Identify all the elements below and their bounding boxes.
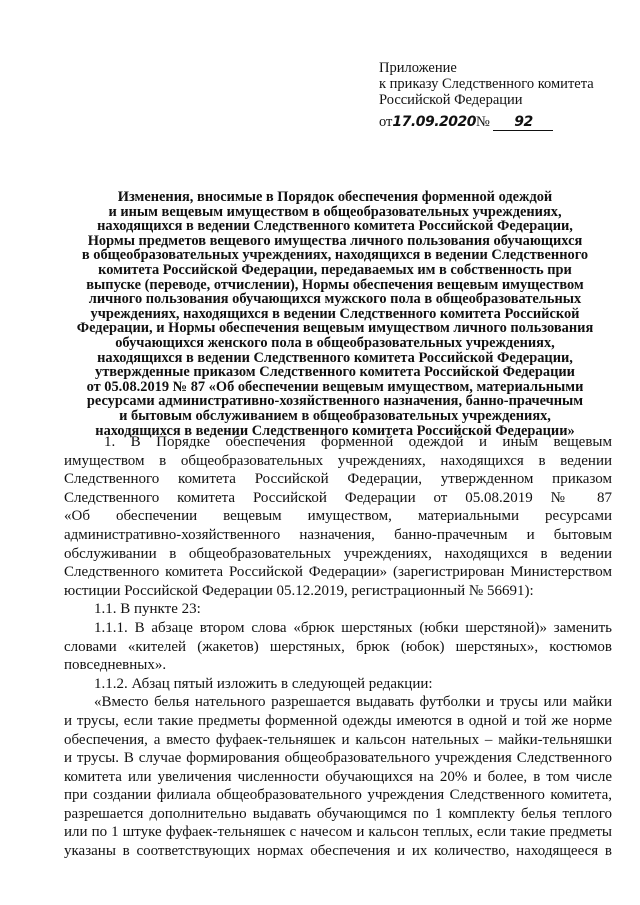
title-line: ресурсами административно-хозяйственного назначения, банно-прачечным: [86, 393, 584, 410]
body-line: 1.1. В пункте 23:: [94, 601, 201, 618]
title-line: находящихся в ведении Следственного комитета Российской Федерации,: [97, 349, 573, 366]
title-line: от 05.08.2019 № 87 «Об обеспечении вещевым имуществом, материальными: [86, 378, 584, 395]
body-line: обеспечения, а вместо фуфаек-тельняшек и кальсон нательных – майки-тельняшки: [64, 731, 612, 748]
title-line: находящихся в ведении Следственного комитета Российской Федерации»: [95, 422, 575, 439]
body-line: или по 1 штуке фуфаек-тельняшек с начесом и кальсон теплых, если такие предметы: [64, 824, 612, 841]
title-line: обучающихся женского пола в общеобразовательных учреждениях,: [115, 334, 555, 351]
body-line: административно-хозяйственного назначения, банно-прачечным и бытовым: [64, 526, 612, 543]
body-line: юстиции Российской Федерации 05.12.2019, регистрационный № 56691):: [64, 582, 534, 599]
order-prefix: от: [379, 114, 393, 130]
body-line: комитета или увеличения численности обучающихся на 20% и более, в том числе: [64, 768, 612, 785]
body-line: «Вместо белья нательного разрешается выдавать футболки и трусы или майки: [94, 694, 612, 711]
title-line: выпуске (переводе, отчислении), Нормы обеспечения вещевым имуществом: [86, 276, 584, 293]
body-line: Следственного комитета Российской Федерации, утвержденном приказом: [64, 471, 612, 488]
body-line: обслуживании в общеобразовательных учреждениях, находящихся в ведении: [64, 545, 612, 562]
body-line: 1.1.1. В абзаце втором слова «брюк шерстяных (юбки шерстяной)» заменить: [94, 619, 612, 636]
body-line: Следственного комитета Российской Федерации» (зарегистрирован Министерством: [64, 564, 612, 581]
title-line: Федерации, и Нормы обеспечения вещевым имуществом личного пользования: [76, 320, 594, 337]
appendix-header: [379, 60, 619, 108]
document-body: [64, 433, 612, 861]
body-line: 1.1.2. Абзац пятый изложить в следующей редакции:: [94, 675, 433, 692]
title-line: и иным вещевым имуществом в общеобразовательных учреждениях,: [108, 203, 562, 220]
title-line: Нормы предметов вещевого имущества личного пользования обучающихся: [87, 232, 583, 249]
body-line: имуществом в общеобразовательных учреждениях, находящихся в ведении: [64, 452, 612, 469]
title-line: находящихся в ведении Следственного комитета Российской Федерации,: [97, 218, 573, 235]
appendix-line: Приложение: [379, 60, 457, 76]
body-line: повседневных».: [64, 657, 167, 674]
order-number-label: №: [475, 114, 490, 130]
body-line: «Об обеспечении вещевым имуществом, материальными ресурсами: [64, 508, 612, 525]
body-line: и трусы. В случае формирования общеобразовательного учреждения Следственного: [64, 750, 612, 767]
title-line: в общеобразовательных учреждениях, находящихся в ведении Следственного: [81, 247, 589, 264]
appendix-line: Российской Федерации: [379, 92, 523, 108]
body-line: разрешается дополнительно выдавать обучающимся по 1 комплекту белья теплого: [64, 805, 612, 822]
body-line: словами «кителей (жакетов) шерстяных, брюк (юбок) шерстяных», костюмов: [64, 638, 612, 655]
title-line: Изменения, вносимые в Порядок обеспечения форменной одеждой: [117, 189, 553, 205]
title-line: личного пользования обучающихся мужского пола в общеобразовательных: [88, 291, 582, 308]
title-line: утвержденные приказом Следственного комитета Российской Федерации: [95, 364, 575, 381]
title-line: комитета Российской Федерации, передаваемых им в собственность при: [98, 261, 572, 278]
order-number: 92: [493, 114, 553, 131]
order-date: 17.09.2020: [392, 114, 476, 130]
body-line: при создании филиала общеобразовательного учреждения Следственного комитета,: [64, 787, 612, 804]
appendix-line: к приказу Следственного комитета: [379, 76, 594, 92]
body-line: указаны в соответствующих нормах обеспечения и их количество, находящееся в: [64, 843, 612, 860]
body-line: Следственного комитета Российской Федерации от 05.08.2019 № 87: [64, 489, 612, 506]
body-line: 1. В Порядке обеспечения форменной одеждой и иным вещевым: [104, 434, 612, 450]
title-line: учреждениях, находящихся в ведении Следственного комитета Российской: [90, 305, 580, 322]
order-reference: [379, 114, 579, 136]
title-line: и бытовым обслуживанием в общеобразовательных учреждениях,: [119, 407, 551, 424]
document-title: [54, 190, 616, 438]
body-line: и трусы, если такие предметы форменной одежды имеются в одной и той же норме: [64, 712, 612, 729]
